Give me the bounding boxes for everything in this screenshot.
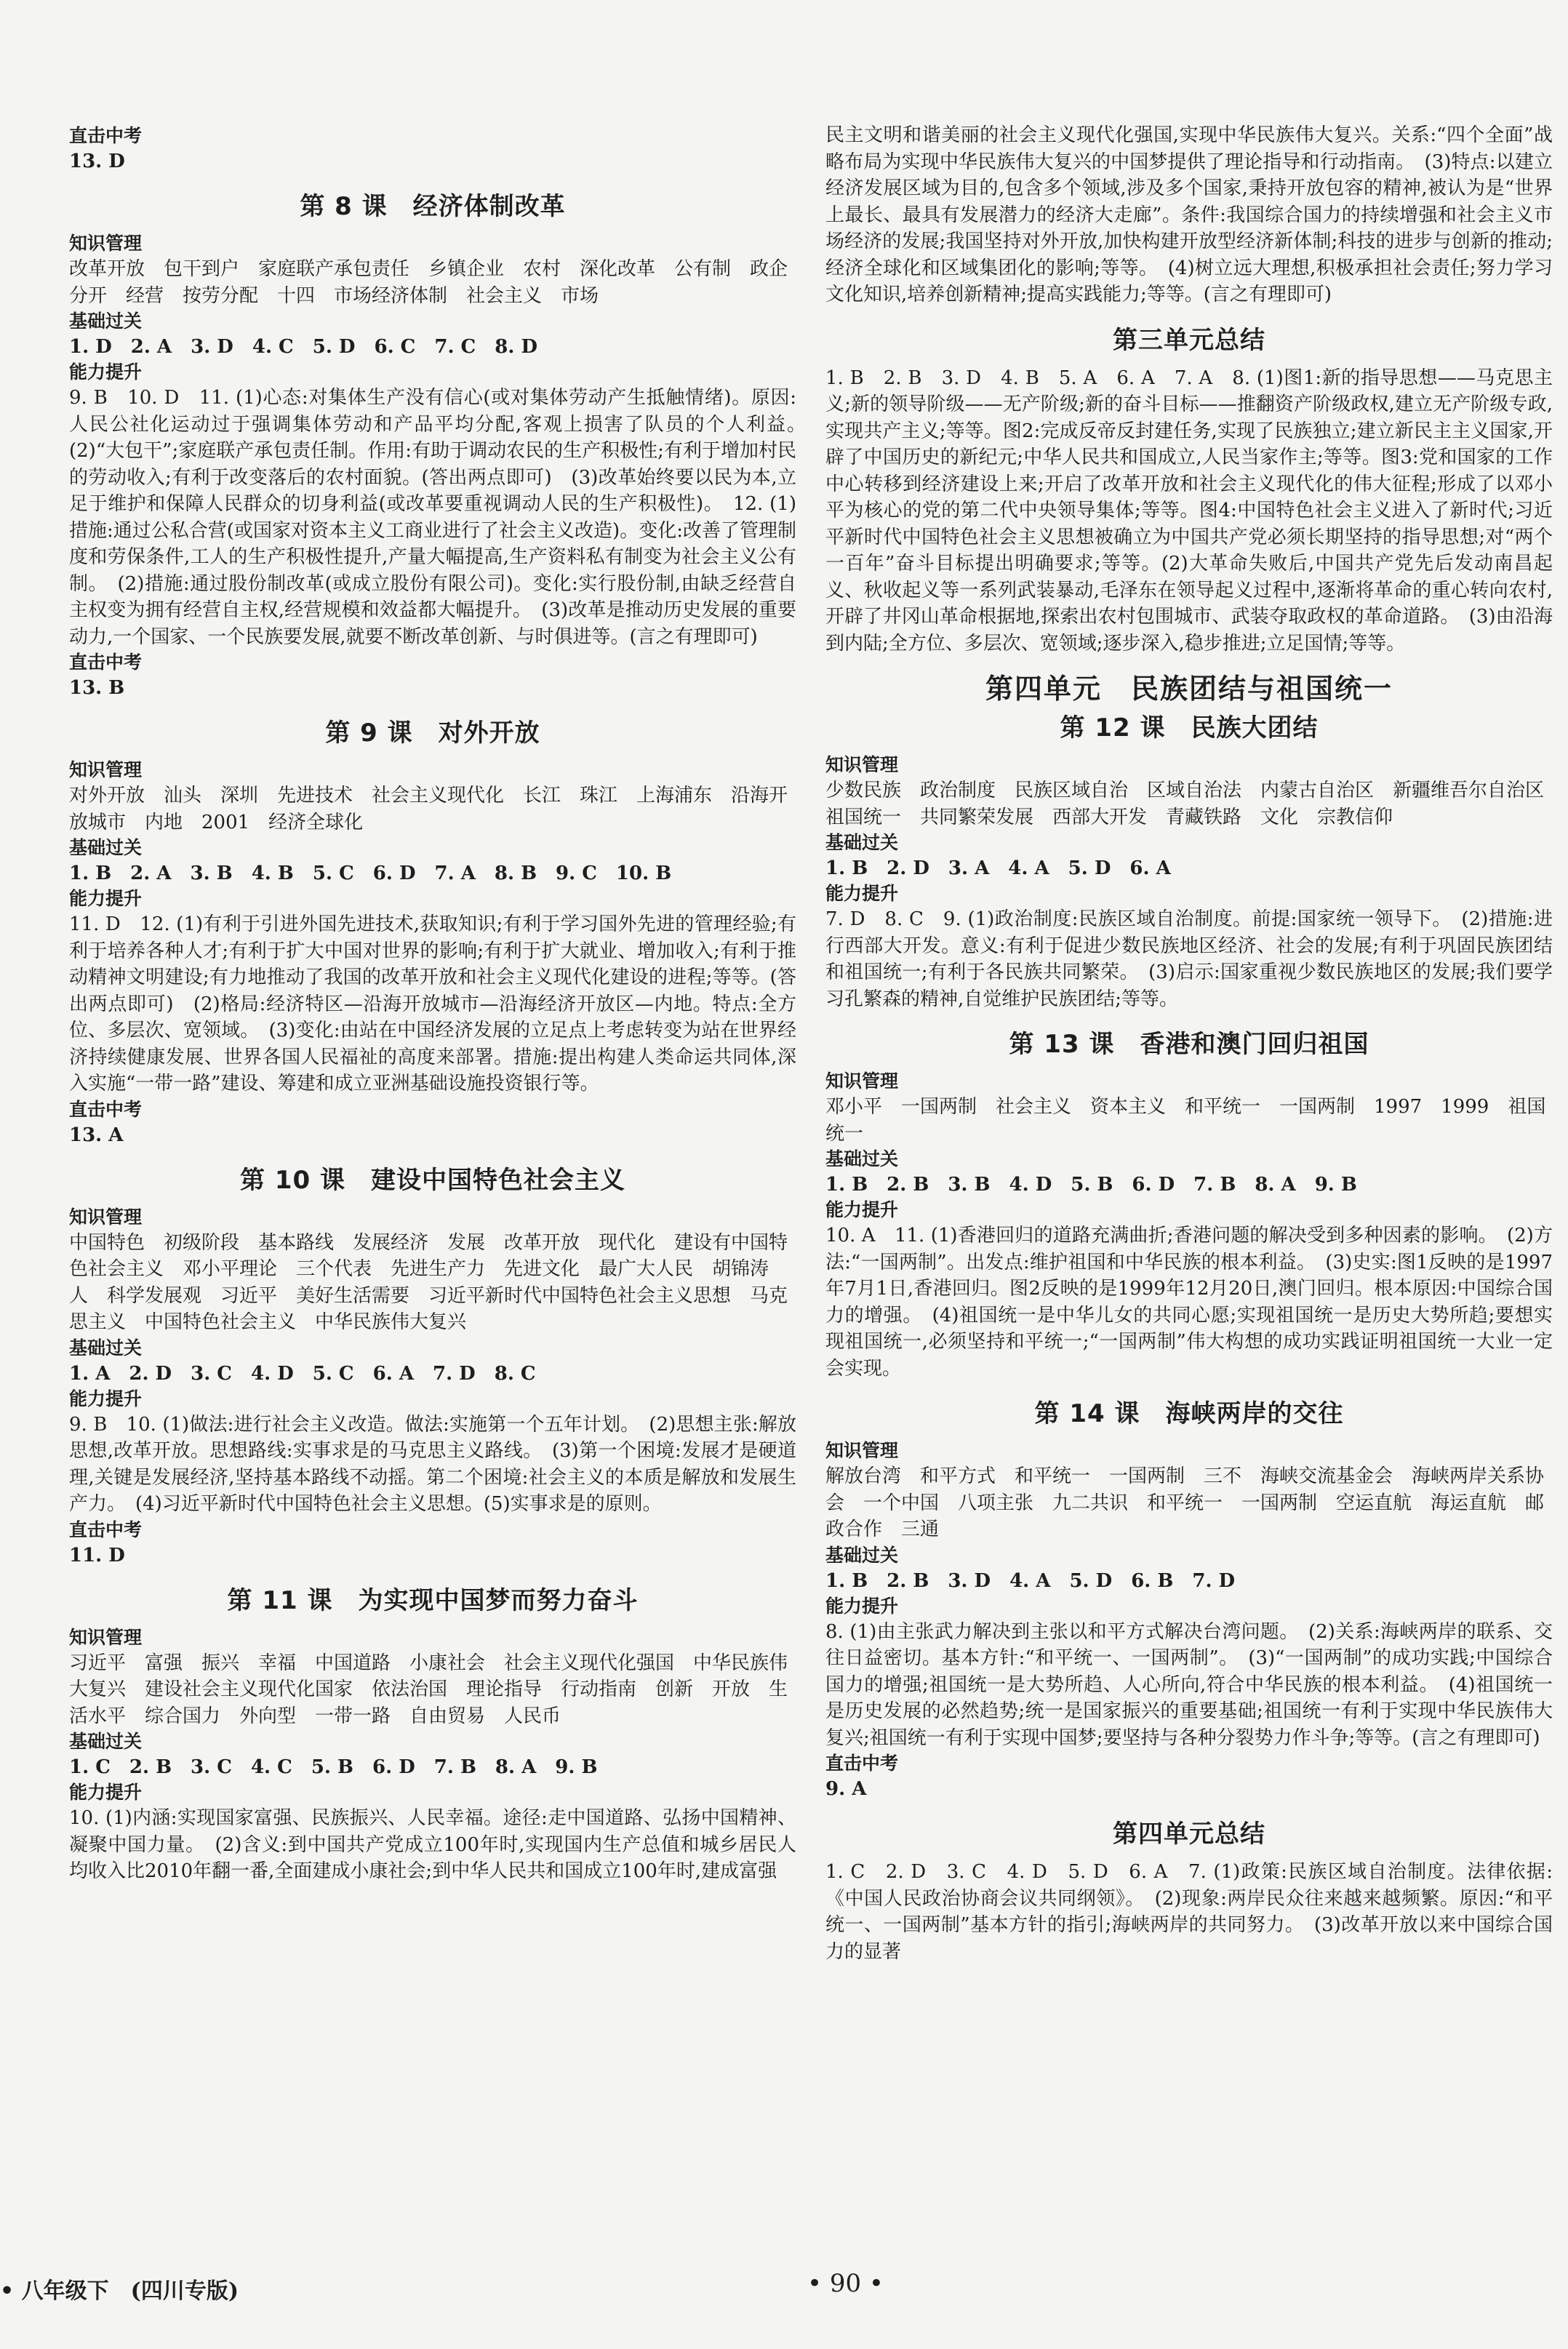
- lesson-title: 第 12 课 民族大团结: [1060, 713, 1319, 743]
- answer-paragraph: 1. B 2. B 3. D 4. B 5. A 6. A 7. A 8. (1)图1:新的指导思想——马克思主义;新的领导阶级——无产阶级;新的奋斗目标——推翻资产阶级政权,建立无产阶级专政,实现共产主义;等等。图2:完成反帝反封建任务,实现了民族独立;建立新民主主义国家,开辟了中国历史的新纪元;中华人民共和国成立,人民当家作主;等等。图3:党和国家的工作中心转移到经济建设上来;开启了改革开放和社会主义现代化的伟大征程;形成了以邓小平为核心的党的第二代中央领导集体;等等。图4:中国特色社会主义进入了新时代;习近平新时代中国特色社会主义思想被确立为中国共产党必须长期坚持的指导思想;对“两个一百年”奋斗目标提出明确要求;等等。(2)大革命失败后,中国共产党先后发动南昌起义、秋收起义等一系列武装暴动,毛泽东在领导起义过程中,逐渐将革命的重心转向农村,开辟了井冈山革命根据地,探索出农村包围城市、武装夺取政权的革命道路。 (3)由沿海到内陆;全方位、多层次、宽领域;逐步深入,稳步推进;立足国情;等等。: [825, 367, 1553, 655]
- keywords: 对外开放 汕头 深圳 先进技术 社会主义现代化 长江 珠江 上海浦东 沿海开放城市 内地 2001 经济全球化: [69, 785, 788, 833]
- answer-line: 1. A 2. D 3. C 4. D 5. C 6. A 7. D 8. C: [69, 1362, 536, 1385]
- right-column: [825, 122, 1564, 1965]
- section-heading: 能力提升: [69, 361, 143, 383]
- section-heading: 知识管理: [825, 1440, 899, 1461]
- section-heading: 基础过关: [69, 1731, 143, 1752]
- section-heading: 基础过关: [825, 1148, 899, 1169]
- section-heading: 直击中考: [69, 125, 143, 146]
- section-heading: 知识管理: [825, 1071, 899, 1092]
- answer-line: 13. A: [69, 1124, 124, 1146]
- lesson-title: 第 11 课 为实现中国梦而努力奋斗: [227, 1585, 639, 1615]
- section-heading: 基础过关: [825, 1544, 899, 1566]
- answer-paragraph: 8. (1)由主张武力解决到主张以和平方式解决台湾问题。 (2)关系:海峡两岸的联系、交往日益密切。基本方针:“和平统一、一国两制”。 (3)“一国两制”的成功实践;中国综合国力的增强;祖国统一是大势所趋、人心所向,符合中华民族的根本利益。 (4)祖国统一是历史发展的必然趋势;统一是国家振兴的重要基础;祖国统一有利于实现中华民族伟大复兴;祖国统一有利于实现中国梦;要坚持与各种分裂势力作斗争;等等。(言之有理即可): [825, 1620, 1553, 1749]
- section-heading: 知识管理: [825, 754, 899, 775]
- unit-summary-title: 第三单元总结: [1113, 325, 1265, 355]
- answer-line: 13. B: [69, 677, 125, 699]
- keywords: 少数民族 政治制度 民族区域自治 区域自治法 内蒙古自治区 新疆维吾尔自治区 祖国统一 共同繁荣发展 西部大开发 青藏铁路 文化 宗教信仰: [825, 780, 1564, 828]
- keywords: 习近平 富强 振兴 幸福 中国道路 小康社会 社会主义现代化强国 中华民族伟大复兴 建设社会主义现代化国家 依法治国 理论指导 行动指南 创新 开放 生活水平 综合国力 外向型 一带一路 自由贸易 人民币: [69, 1652, 788, 1727]
- section-heading: 能力提升: [69, 1388, 143, 1409]
- keywords: 解放台湾 和平方式 和平统一 一国两制 三不 海峡交流基金会 海峡两岸关系协会 一个中国 八项主张 九二共识 和平统一 一国两制 空运直航 海运直航 邮政合作 三通: [825, 1465, 1545, 1540]
- answer-paragraph: 9. B 10. (1)做法:进行社会主义改造。做法:实施第一个五年计划。 (2)思想主张:解放思想,改革开放。思想路线:实事求是的马克思主义路线。 (3)第一个困境:发展才是硬道理,关键是发展经济,坚持基本路线不动摇。第二个困境:社会主义的本质是解放和发展生产力。 (4)习近平新时代中国特色社会主义思想。(5)实事求是的原则。: [69, 1413, 796, 1515]
- lesson-title: 第 14 课 海峡两岸的交往: [1034, 1399, 1344, 1428]
- section-heading: 能力提升: [825, 1595, 899, 1617]
- section-heading: 直击中考: [69, 1518, 143, 1540]
- answer-paragraph: 10. A 11. (1)香港回归的道路充满曲折;香港问题的解决受到多种因素的影响。 (2)方法:“一国两制”。出发点:维护祖国和中华民族的根本利益。 (3)史实:图1反映的是1997年7月1日,香港回归。图2反映的是1999年12月20日,澳门回归。根本原因:中国综合国力的增强。 (4)祖国统一是中华儿女的共同心愿;实现祖国统一是历史大势所趋;要想实现祖国统一,必须坚持和平统一;“一国两制”伟大构想的成功实践证明祖国统一大业一定会实现。: [825, 1225, 1553, 1380]
- answer-line: 1. B 2. A 3. B 4. B 5. C 6. D 7. A 8. B 9. C 10. B: [69, 863, 672, 884]
- lesson-title: 第 13 课 香港和澳门回归祖国: [1009, 1030, 1369, 1059]
- answer-paragraph: 11. D 12. (1)有利于引进外国先进技术,获取知识;有利于学习国外先进的管理经验;有利于培养各种人才;有利于扩大中国对世界的影响;有利于扩大就业、增加收入;有利于推动精神文明建设;有力地推动了我国的改革开放和社会主义现代化建设的进程;等等。(答出两点即可) (2)格局:经济特区—沿海开放城市—沿海经济开放区—内地。特点:全方位、多层次、宽领域。 (3)变化:由站在中国经济发展的立足点上考虑转变为站在世界经济持续健康发展、世界各国人民福祉的高度来部署。措施:提出构建人类命运共同体,深入实施“一带一路”建设、筹建和成立亚洲基础设施投资银行等。: [69, 913, 796, 1095]
- answer-line: 1. B 2. B 3. D 4. A 5. D 6. B 7. D: [825, 1569, 1236, 1592]
- section-heading: 基础过关: [69, 1337, 143, 1358]
- lesson-title: 第 10 课 建设中国特色社会主义: [240, 1165, 625, 1195]
- lesson-title: 第 8 课 经济体制改革: [300, 192, 566, 221]
- answer-paragraph: 10. (1)内涵:实现国家富强、民族振兴、人民幸福。途径:走中国道路、弘扬中国精神、凝聚中国力量。 (2)含义:到中国共产党成立100年时,实现国内生产总值和城乡居民人均收入比2010年翻一番,全面建成小康社会;到中华人民共和国成立100年时,建成富强: [69, 1807, 796, 1882]
- grade-label: • 八年级下 (四川专版): [0, 2278, 239, 2304]
- section-heading: 基础过关: [69, 311, 143, 332]
- unit-summary-title: 第四单元总结: [1113, 1820, 1265, 1849]
- keywords: 中国特色 初级阶段 基本路线 发展经济 发展 改革开放 现代化 建设有中国特色社会主义 邓小平理论 三个代表 先进生产力 先进文化 最广大人民 胡锦涛 人 科学发展观 习近平 美好生活需要 习近平新时代中国特色社会主义思想 马克思主义 中国特色社会主义 中华民族伟大复兴: [69, 1231, 788, 1333]
- section-heading: 直击中考: [825, 1753, 899, 1774]
- keywords: 邓小平 一国两制 社会主义 资本主义 和平统一 一国两制 1997 1999 祖国统一: [825, 1096, 1546, 1145]
- answer-paragraph: 1. C 2. D 3. C 4. D 5. D 6. A 7. (1)政策:民族区域自治制度。法律依据:《中国人民政治协商会议共同纲领》。 (2)现象:两岸民众往来越来越频繁。原因:“和平统一、一国两制”基本方针的指引;海峡两岸的共同努力。 (3)改革开放以来中国综合国力的显著: [825, 1861, 1553, 1963]
- left-column: [69, 124, 816, 1885]
- lesson-title: 第 9 课 对外开放: [325, 719, 540, 748]
- section-heading: 能力提升: [69, 888, 143, 909]
- answer-line: 11. D: [69, 1544, 125, 1566]
- answer-paragraph: 7. D 8. C 9. (1)政治制度:民族区域自治制度。前提:国家统一领导下。 (2)措施:进行西部大开发。意义:有利于促进少数民族地区经济、社会的发展;有利于巩固民族团结和祖国统一;有利于各民族共同繁荣。 (3)启示:国家重视少数民族地区的发展;我们要学习孔繁森的精神,自觉维护民族团结;等等。: [825, 908, 1553, 1010]
- answer-line: 1. C 2. B 3. C 4. C 5. B 6. D 7. B 8. A 9. B: [69, 1756, 598, 1778]
- section-heading: 知识管理: [69, 1206, 143, 1228]
- section-heading: 知识管理: [69, 233, 143, 254]
- answer-line: 1. B 2. B 3. B 4. D 5. B 6. D 7. B 8. A 9. B: [825, 1174, 1357, 1196]
- answer-paragraph: 民主文明和谐美丽的社会主义现代化强国,实现中华民族伟大复兴。关系:“四个全面”战略布局为实现中华民族伟大复兴的中国梦提供了理论指导和行动指南。 (3)特点:以建立经济发展区域为目的,包含多个领域,涉及多个国家,秉持开放包容的精神,被认为是“世界上最长、最具有发展潜力的经济大走廊”。条件:我国综合国力的持续增强和社会主义市场经济的发展;我国坚持对外开放,加快构建开放型经济新体制;科技的进步与创新的推动;经济全球化和区域集团化的影响;等等。 (4)树立远大理想,积极承担社会责任;努力学习文化知识,培养创新精神;提高实践能力;等等。(言之有理即可): [825, 124, 1553, 305]
- unit-title: 第四单元 民族团结与祖国统一: [985, 673, 1393, 705]
- section-heading: 能力提升: [825, 883, 899, 904]
- section-heading: 基础过关: [69, 837, 143, 858]
- section-heading: 基础过关: [825, 832, 899, 853]
- keywords: 改革开放 包干到户 家庭联产承包责任 乡镇企业 农村 深化改革 公有制 政企分开 经营 按劳分配 十四 市场经济体制 社会主义 市场: [69, 258, 788, 307]
- section-heading: 直击中考: [69, 1098, 143, 1120]
- answer-paragraph: 9. B 10. D 11. (1)心态:对集体生产没有信心(或对集体劳动产生抵触情绪)。原因:人民公社化运动过于强调集体劳动和产品平均分配,客观上损害了队员的个人利益。 (2)“大包干”;家庭联产承包责任制。作用:有助于调动农民的生产积极性;有利于增加村民的劳动收入;有利于改变落后的农村面貌。(答出两点即可) (3)改革始终要以民为本,立足于维护和保障人民群众的切身利益(或改革要重视调动人民的生产积极性)。 12. (1)措施:通过公私合营(或国家对资本主义工商业进行了社会主义改造)。变化:改善了管理制度和劳保条件,工人的生产积极性提升,产量大幅提高,生产资料私有制变为社会主义公有制。 (2)措施:通过股份制改革(或成立股份有限公司)。变化:实行股份制,由缺乏经营自主权变为拥有经营自主权,经营规模和效益都大幅提升。 (3)改革是推动历史发展的重要动力,一个国家、一个民族要发展,就要不断改革创新、与时俱进等。(言之有理即可): [69, 387, 816, 648]
- page-number: • 90 •: [807, 2269, 884, 2298]
- answer-line: 1. B 2. D 3. A 4. A 5. D 6. A: [825, 857, 1171, 879]
- section-heading: 能力提升: [69, 1782, 143, 1803]
- answer-line: 1. D 2. A 3. D 4. C 5. D 6. C 7. C 8. D: [69, 336, 537, 358]
- answer-line: 9. A: [825, 1778, 867, 1800]
- answer-line: 13. D: [69, 151, 125, 172]
- section-heading: 直击中考: [69, 652, 143, 673]
- section-heading: 知识管理: [69, 1626, 143, 1648]
- section-heading: 知识管理: [69, 759, 143, 780]
- section-heading: 能力提升: [825, 1199, 899, 1220]
